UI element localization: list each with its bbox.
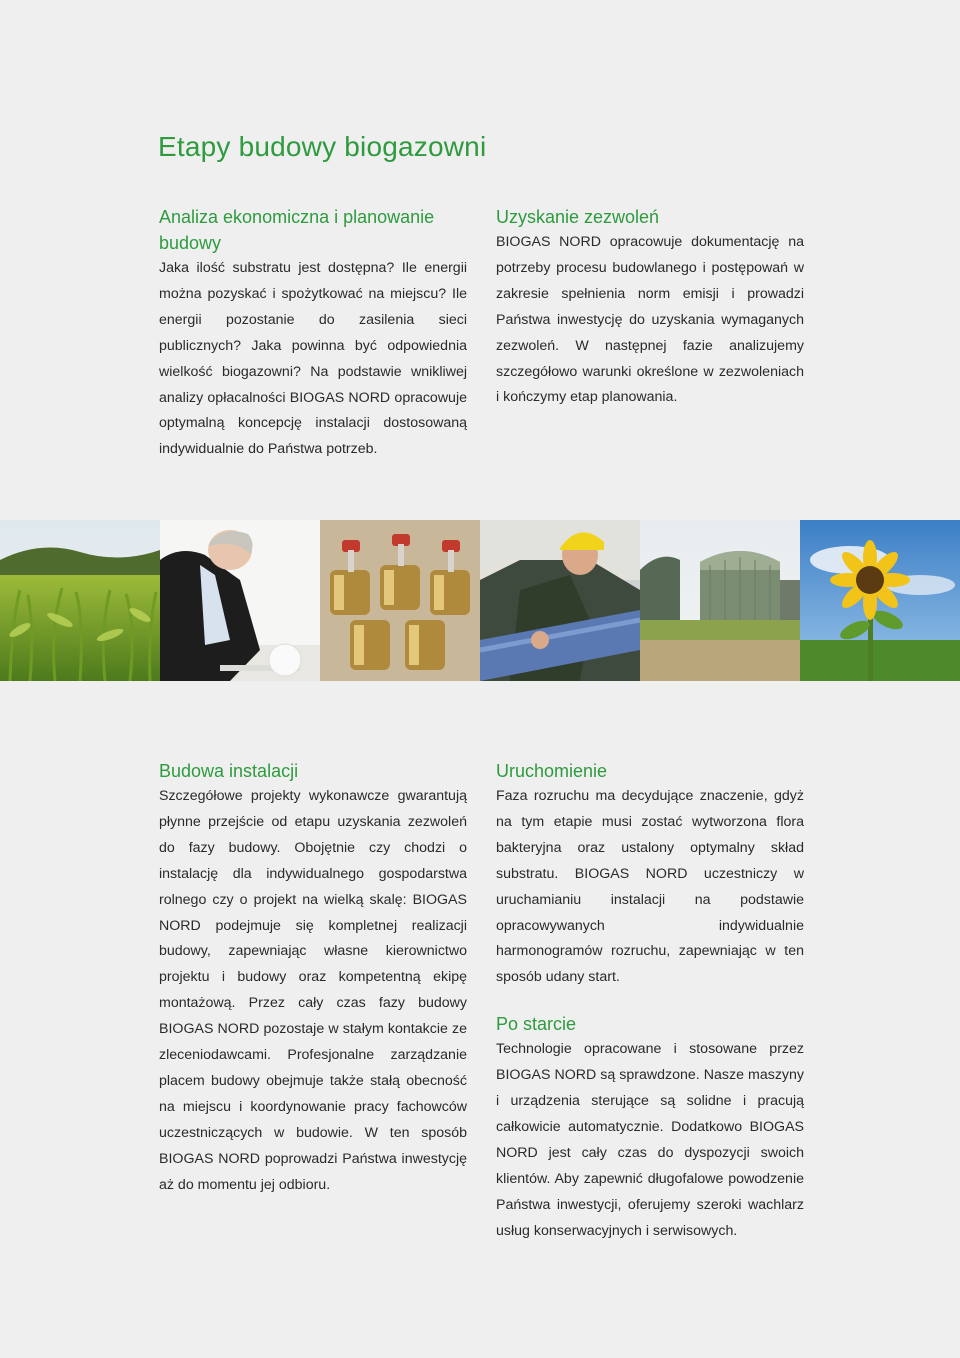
section-body-analiza: Jaka ilość substratu jest dostępna? Ile energii można pozyskać i spożytkować na miejscu? Ile energii pozostanie do zasilenia sieci publicznych? Jaka powinna być odpowiednia wielkość biogazowni? Na podstawie wnikliwej analizy opłacalności BIOGAS NORD opracowuje optymalną koncepcję instalacji dostosowaną indywidualnie do Państwa potrzeb. xyxy=(159,260,467,458)
section-body-zezwolenia: BIOGAS NORD opracowuje dokumentację na potrzeby procesu budowlanego i postępowań w zakresie spełnienia norm emisji i prowadzi Państwa inwestycję do uzyskania wymaganych zezwoleń. W następnej fazie analizujemy szczegółowo warunki określone w zezwoleniach i kończymy etap planowania. xyxy=(496,234,804,406)
page-title: Etapy budowy biogazowni xyxy=(158,131,487,162)
brass-valves-photo xyxy=(320,520,480,681)
sunflower-photo xyxy=(800,520,960,681)
biogas-tanks-photo xyxy=(640,520,800,681)
section-heading-uruchomienie: Uruchomienie xyxy=(496,761,608,781)
section-zezwolenia xyxy=(496,204,804,411)
section-body-budowa: Szczegółowe projekty wykonawcze gwarantują płynne przejście od etapu uzyskania zezwoleń do fazy budowy. Obojętnie czy chodzi o instalację dla indywidualnego gospodarstwa rolnego czy o projekt na wielką skalę: BIOGAS NORD podejmuje się kompletnej realizacji budowy, zapewniając własne kierownictwo projektu i budowy oraz kompetentną ekipę montażową. Przez cały czas fazy budowy BIOGAS NORD pozostaje w stałym kontakcie ze zleceniodawcami. Profesjonalne zarządzanie placem budowy obejmuje także stałą obecność na miejscu i koordynowanie pracy fachowców uczestniczących w budowie. W ten sposób BIOGAS NORD poprowadzi Państwa inwestycję aż do momentu jej odbioru. xyxy=(159,788,467,1193)
section-budowa xyxy=(159,758,467,1199)
section-heading-zezwolenia: Uzyskanie zezwoleń xyxy=(496,207,660,227)
section-body-po-starcie: Technologie opracowane i stosowane przez BIOGAS NORD są sprawdzone. Nasze maszyny i urządzenia sterujące są solidne i pracują całkowicie automatycznie. Dodatkowo BIOGAS NORD jest cały czas do dyspozycji swoich klientów. Aby zapewnić długofalowe powodzenie Państwa inwestycji, oferujemy szeroki wachlarz usług konserwacyjnych i serwisowych. xyxy=(496,1041,804,1239)
worker-pipe-photo xyxy=(480,520,640,681)
section-uruchomienie xyxy=(496,758,804,1245)
planning-woman-photo xyxy=(160,520,320,681)
section-heading-po-starcie: Po starcie xyxy=(496,1014,577,1035)
section-heading-analiza: Analiza ekonomiczna i planowanie budowy xyxy=(159,207,435,253)
photo-strip xyxy=(0,520,960,681)
cornfield-photo xyxy=(0,520,160,681)
section-body-uruchomienie: Faza rozruchu ma decydujące znaczenie, gdyż na tym etapie musi zostać wytworzona flora bakteryjna oraz ustalony optymalny skład substratu. BIOGAS NORD uczestniczy w uruchamianiu instalacji na podstawie opracowywanych indywidualnie harmonogramów rozruchu, zapewniając w ten sposób udany start. xyxy=(496,788,804,986)
section-analiza xyxy=(159,204,467,463)
section-heading-budowa: Budowa instalacji xyxy=(159,761,299,781)
